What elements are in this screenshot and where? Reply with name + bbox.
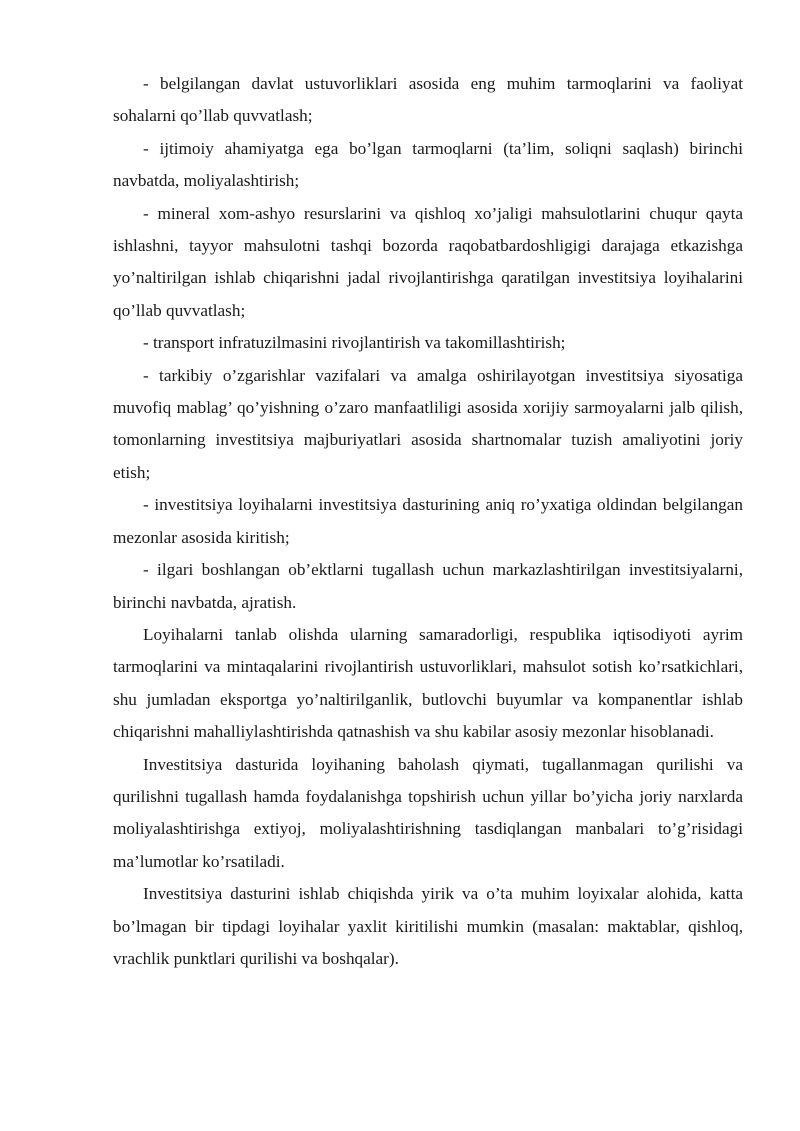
bullet-item: - belgilangan davlat ustuvorliklari asosida eng muhim tarmoqlarini va faoliyat sohalarni qo’llab quvvatlash;: [113, 74, 743, 126]
document-page: [113, 68, 743, 975]
body-paragraph: Loyihalarni tanlab olishda ularning samaradorligi, respublika iqtisodiyoti ayrim tarmoqlarini va mintaqalarini rivojlantirish ustuvorliklari, mahsulot sotish ko’rsatkichlari, shu jumladan eksportga yo’naltirilganlik, butlovchi buyumlar va kompanentlar ishlab chiqarishni mahalliylashtirishda qatnashish va shu kabilar asosiy mezonlar hisoblanadi.: [113, 624, 743, 742]
bullet-item: - investitsiya loyihalarni investitsiya dasturining aniq ro’yxatiga oldindan belgilangan mezonlar asosida kiritish;: [113, 495, 743, 547]
body-paragraph: Investitsiya dasturida loyihaning baholash qiymati, tugallanmagan qurilishi va qurilishni tugallash hamda foydalanishga topshirish uchun yillar bo’yicha joriy narxlarda moliyalashtirishga extiyoj, moliyalashtirishning tasdiqlangan manbalari to’g’risidagi ma’lumotlar ko’rsatiladi.: [113, 754, 743, 871]
bullet-item: - ilgari boshlangan ob’ektlarni tugallash uchun markazlashtirilgan investitsiyalarni, birinchi navbatda, ajratish.: [113, 560, 743, 612]
bullet-item: - mineral xom-ashyo resurslarini va qishloq xo’jaligi mahsulotlarini chuqur qayta ishlashni, tayyor mahsulotni tashqi bozorda raqobatbardoshligigi darajaga etkazishga yo’naltirilgan ishlab chiqarishni jadal rivojlantirishga qaratilgan investitsiya loyihalarini qo’llab quvvatlash;: [113, 203, 743, 320]
body-paragraph: Investitsiya dasturini ishlab chiqishda yirik va o’ta muhim loyixalar alohida, katta bo’lmagan bir tipdagi loyihalar yaxlit kiritilishi mumkin (masalan: maktablar, qishloq, vrachlik punktlari qurilishi va boshqalar).: [113, 884, 743, 968]
bullet-item: - ijtimoiy ahamiyatga ega bo’lgan tarmoqlarni (ta’lim, soliqni saqlash) birinchi navbatda, moliyalashtirish;: [113, 138, 743, 191]
bullet-item: - transport infratuzilmasini rivojlantirish va takomillashtirish;: [143, 333, 566, 353]
bullet-item: - tarkibiy o’zgarishlar vazifalari va amalga oshirilayotgan investitsiya siyosatiga muvofiq mablag’ qo’yishning o’zaro manfaatliligi asosida xorijiy sarmoyalarni jalb qilish, tomonlarning investitsiya majburiyatlari asosida shartnomalar tuzish amaliyotini joriy etish;: [113, 365, 743, 482]
